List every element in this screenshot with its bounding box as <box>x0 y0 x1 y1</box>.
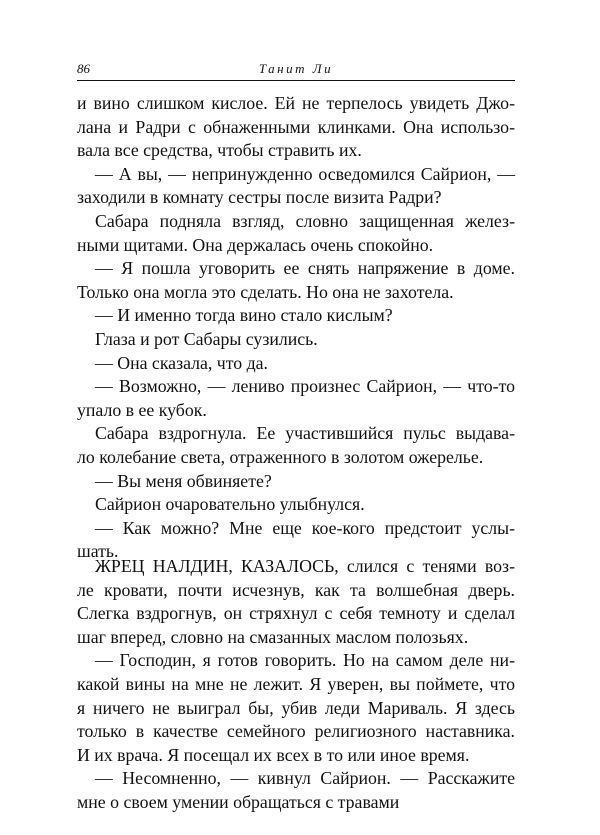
running-title: Танит Ли <box>258 61 334 76</box>
text-line: шать. <box>77 541 119 562</box>
text-line: заходили в комнату сестры после визита Радри? <box>77 187 442 208</box>
text-line: — Как можно? Мне еще кое-кого предстоит услы- <box>95 517 515 538</box>
text-block-new-section <box>77 555 515 815</box>
page-number: 86 <box>77 61 90 76</box>
text-line: И их врача. Я посещал их всех в то или иное время. <box>77 744 470 765</box>
running-header <box>77 58 515 78</box>
text-line: — Господин, я готов говорить. Но на самом деле ни- <box>95 650 515 671</box>
text-line: вала все средства, чтобы стравить их. <box>77 140 362 161</box>
text-line: — А вы, — непринужденно осведомился Сайрион, — <box>95 163 515 184</box>
header-divider <box>77 80 515 81</box>
text-line: — Она сказала, что да. <box>95 352 269 373</box>
text-line: Сабара подняла взгляд, словно защищенная желез- <box>95 210 515 231</box>
text-line: ло колебание света, отраженного в золотом ожерелье. <box>77 446 484 467</box>
text-line: и вино слишком кислое. Ей не терпелось увидеть Джо- <box>77 93 515 113</box>
text-line: шаг вперед, словно на смазанных маслом полозьях. <box>77 626 469 647</box>
text-line: только в качестве семейного религиозного наставника. <box>77 721 515 742</box>
text-line: — Вы меня обвиняете? <box>95 470 272 491</box>
text-line: упало в ее кубок. <box>77 399 207 420</box>
text-line: Глаза и рот Сабары сузились. <box>95 328 318 349</box>
text-line: — И именно тогда вино стало кислым? <box>95 305 393 326</box>
text-line: — Я пошла уговорить ее снять напряжение в доме. <box>95 258 515 279</box>
text-line: я ничего не выиграл бы, убив леди Мариваль. Я здесь <box>77 697 515 718</box>
text-line: ЖРЕЦ НАЛДИН, КАЗАЛОСЬ, слился с тенями воз- <box>95 556 515 576</box>
text-line: мне о своем умении обращаться с травами <box>77 791 400 812</box>
text-line: — Несомненно, — кивнул Сайрион. — Расскажите <box>95 768 515 789</box>
text-line: Только она могла это сделать. Но она не захотела. <box>77 281 454 302</box>
text-line: Сайрион очаровательно улыбнулся. <box>95 494 365 515</box>
text-line: лана и Радри с обнаженными клинками. Она использо- <box>77 116 515 137</box>
text-line: какой вины на мне не лежит. Я уверен, вы поймете, что <box>77 673 515 694</box>
text-line: Слегка вздрогнув, он стряхнул с себя темноту и сделал <box>77 603 515 624</box>
text-block-continuation <box>77 92 515 564</box>
text-line: Сабара вздрогнула. Ее участившийся пульс выдава- <box>95 423 515 444</box>
text-line: — Возможно, — лениво произнес Сайрион, — что-то <box>95 376 515 397</box>
text-line: ными щитами. Она держалась очень спокойно. <box>77 234 434 255</box>
text-line: ле кровати, почти исчезнув, как та волшебная дверь. <box>77 579 515 600</box>
